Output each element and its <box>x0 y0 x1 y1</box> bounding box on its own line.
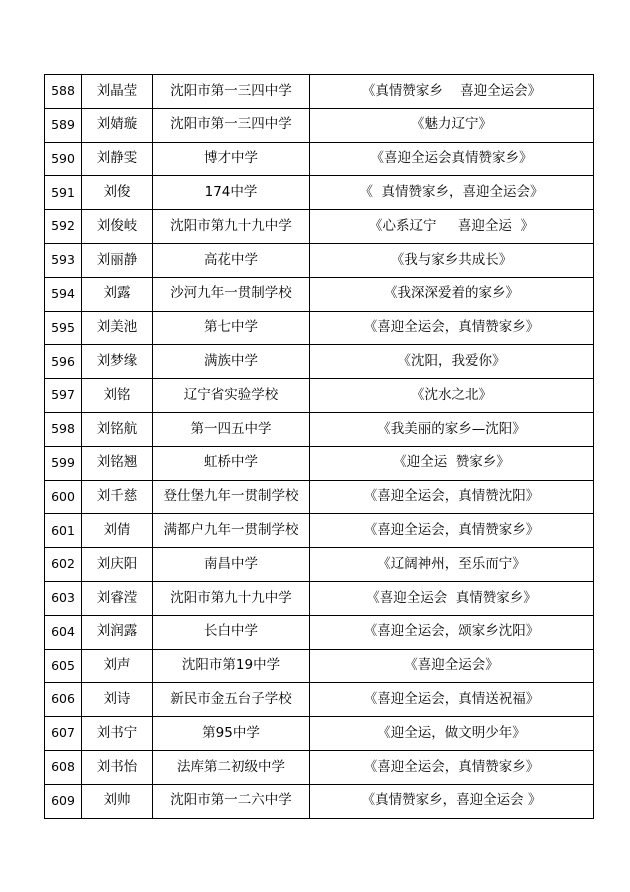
work-title: 《真情赞家乡 喜迎全运会》 <box>310 75 594 109</box>
table-row <box>45 784 594 818</box>
entry-table-body <box>45 75 594 819</box>
work-title: 《喜迎全运会 真情赞家乡》 <box>310 581 594 615</box>
table-row <box>45 311 594 345</box>
entry-number: 592 <box>45 210 82 244</box>
table-row <box>45 176 594 210</box>
school-name: 第一四五中学 <box>153 412 310 446</box>
student-name: 刘露 <box>82 277 153 311</box>
school-name: 第95中学 <box>153 717 310 751</box>
entry-number: 604 <box>45 615 82 649</box>
table-row <box>45 683 594 717</box>
school-name: 长白中学 <box>153 615 310 649</box>
entry-number: 598 <box>45 412 82 446</box>
entry-number: 596 <box>45 345 82 379</box>
school-name: 沈阳市第一二六中学 <box>153 784 310 818</box>
student-name: 刘润露 <box>82 615 153 649</box>
work-title: 《我深深爱着的家乡》 <box>310 277 594 311</box>
school-name: 高花中学 <box>153 243 310 277</box>
school-name: 博才中学 <box>153 142 310 176</box>
entry-number: 599 <box>45 446 82 480</box>
school-name: 虹桥中学 <box>153 446 310 480</box>
school-name: 沈阳市第一三四中学 <box>153 75 310 109</box>
school-name: 174中学 <box>153 176 310 210</box>
table-row <box>45 243 594 277</box>
work-title: 《喜迎全运会，真情送祝福》 <box>310 683 594 717</box>
work-title: 《我美丽的家乡—沈阳》 <box>310 412 594 446</box>
work-title: 《喜迎全运会，真情赞家乡》 <box>310 750 594 784</box>
student-name: 刘静雯 <box>82 142 153 176</box>
school-name: 满都户九年一贯制学校 <box>153 514 310 548</box>
table-row <box>45 108 594 142</box>
student-name: 刘帅 <box>82 784 153 818</box>
student-name: 刘丽静 <box>82 243 153 277</box>
student-name: 刘庆阳 <box>82 548 153 582</box>
table-row <box>45 75 594 109</box>
school-name: 南昌中学 <box>153 548 310 582</box>
work-title: 《沈水之北》 <box>310 379 594 413</box>
school-name: 沈阳市第九十九中学 <box>153 581 310 615</box>
school-name: 沙河九年一贯制学校 <box>153 277 310 311</box>
school-name: 第七中学 <box>153 311 310 345</box>
work-title: 《喜迎全运会，真情赞沈阳》 <box>310 480 594 514</box>
work-title: 《喜迎全运会，颂家乡沈阳》 <box>310 615 594 649</box>
student-name: 刘睿滢 <box>82 581 153 615</box>
school-name: 沈阳市第19中学 <box>153 649 310 683</box>
entry-number: 595 <box>45 311 82 345</box>
table-row <box>45 514 594 548</box>
entry-number: 597 <box>45 379 82 413</box>
entry-number: 603 <box>45 581 82 615</box>
entry-number: 602 <box>45 548 82 582</box>
student-name: 刘诗 <box>82 683 153 717</box>
table-row <box>45 548 594 582</box>
work-title: 《喜迎全运会真情赞家乡》 <box>310 142 594 176</box>
work-title: 《沈阳，我爱你》 <box>310 345 594 379</box>
entry-number: 591 <box>45 176 82 210</box>
work-title: 《迎全运，做文明少年》 <box>310 717 594 751</box>
work-title: 《真情赞家乡，喜迎全运会 》 <box>310 784 594 818</box>
work-title: 《喜迎全运会，真情赞家乡》 <box>310 311 594 345</box>
entry-number: 590 <box>45 142 82 176</box>
entry-number: 593 <box>45 243 82 277</box>
work-title: 《迎全运 赞家乡》 <box>310 446 594 480</box>
school-name: 辽宁省实验学校 <box>153 379 310 413</box>
entry-number: 589 <box>45 108 82 142</box>
entry-number: 609 <box>45 784 82 818</box>
entry-number: 605 <box>45 649 82 683</box>
student-name: 刘俊 <box>82 176 153 210</box>
table-row <box>45 750 594 784</box>
entry-number: 606 <box>45 683 82 717</box>
work-title: 《 真情赞家乡，喜迎全运会》 <box>310 176 594 210</box>
student-name: 刘书宁 <box>82 717 153 751</box>
student-name: 刘铭翘 <box>82 446 153 480</box>
entry-number: 588 <box>45 75 82 109</box>
student-name: 刘铭航 <box>82 412 153 446</box>
table-row <box>45 210 594 244</box>
work-title: 《喜迎全运会》 <box>310 649 594 683</box>
table-row <box>45 345 594 379</box>
table-row <box>45 277 594 311</box>
student-name: 刘美池 <box>82 311 153 345</box>
table-row <box>45 649 594 683</box>
student-name: 刘书怡 <box>82 750 153 784</box>
work-title: 《魅力辽宁》 <box>310 108 594 142</box>
student-name: 刘千慈 <box>82 480 153 514</box>
entry-number: 594 <box>45 277 82 311</box>
work-title: 《辽阔神州，至乐而宁》 <box>310 548 594 582</box>
school-name: 登仕堡九年一贯制学校 <box>153 480 310 514</box>
table-row <box>45 581 594 615</box>
entry-number: 607 <box>45 717 82 751</box>
student-name: 刘声 <box>82 649 153 683</box>
entry-number: 608 <box>45 750 82 784</box>
student-name: 刘晶莹 <box>82 75 153 109</box>
table-row <box>45 142 594 176</box>
school-name: 满族中学 <box>153 345 310 379</box>
table-row <box>45 615 594 649</box>
student-name: 刘铭 <box>82 379 153 413</box>
student-name: 刘倩 <box>82 514 153 548</box>
table-row <box>45 446 594 480</box>
table-row <box>45 480 594 514</box>
school-name: 沈阳市第九十九中学 <box>153 210 310 244</box>
table-row <box>45 412 594 446</box>
work-title: 《我与家乡共成长》 <box>310 243 594 277</box>
table-row <box>45 717 594 751</box>
school-name: 法库第二初级中学 <box>153 750 310 784</box>
student-name: 刘梦缘 <box>82 345 153 379</box>
school-name: 新民市金五台子学校 <box>153 683 310 717</box>
student-name: 刘婧璇 <box>82 108 153 142</box>
school-name: 沈阳市第一三四中学 <box>153 108 310 142</box>
student-name: 刘俊岐 <box>82 210 153 244</box>
table-row <box>45 379 594 413</box>
work-title: 《喜迎全运会，真情赞家乡》 <box>310 514 594 548</box>
entry-table <box>44 74 594 819</box>
entry-number: 601 <box>45 514 82 548</box>
work-title: 《心系辽宁 喜迎全运 》 <box>310 210 594 244</box>
entry-number: 600 <box>45 480 82 514</box>
